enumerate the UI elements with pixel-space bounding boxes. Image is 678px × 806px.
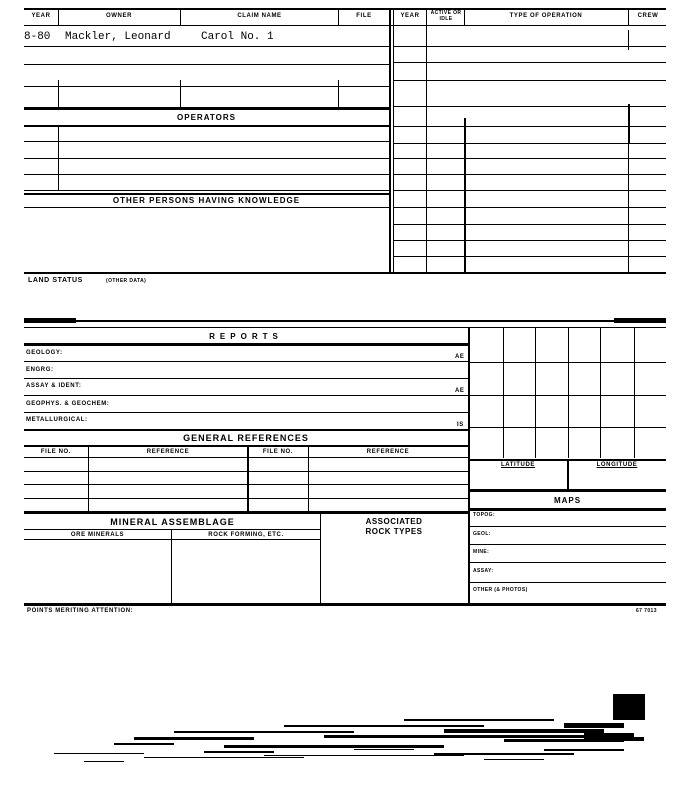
entry-claim: Carol No. 1 bbox=[201, 31, 274, 43]
report-label: METALLURGICAL: bbox=[26, 417, 88, 423]
latitude-label: LATITUDE bbox=[500, 462, 536, 468]
report-label: ASSAY & IDENT: bbox=[26, 383, 82, 389]
points-meriting-attention: POINTS MERITING ATTENTION: bbox=[27, 608, 134, 614]
header-claim-name: CLAIM NAME bbox=[237, 13, 282, 19]
maps-row-label: TOPOG: bbox=[473, 512, 496, 518]
report-mark: IS bbox=[457, 422, 464, 428]
header-year: YEAR bbox=[31, 13, 51, 19]
report-label: GEOLOGY: bbox=[26, 350, 63, 356]
ore-minerals-header: ORE MINERALS bbox=[70, 532, 125, 538]
report-label: ENGRG: bbox=[26, 367, 54, 373]
report-label: GEOPHYS. & GEOCHEM: bbox=[26, 401, 110, 407]
header-year-2: YEAR bbox=[400, 13, 420, 19]
header-crew: CREW bbox=[637, 13, 659, 19]
associated-rock-types-title: ASSOCIATED ROCK TYPES bbox=[365, 517, 423, 536]
rock-forming-header: ROCK FORMING, ETC. bbox=[208, 532, 284, 538]
maps-row-label: ASSAY: bbox=[473, 568, 494, 574]
other-persons-title: OTHER PERSONS HAVING KNOWLEDGE bbox=[112, 196, 301, 205]
general-references-title: GENERAL REFERENCES bbox=[183, 433, 309, 443]
gr-header-file-no: FILE NO. bbox=[262, 449, 294, 455]
longitude-label: LONGITUDE bbox=[596, 462, 638, 468]
gr-header-reference: REFERENCE bbox=[146, 449, 190, 455]
report-mark: AE bbox=[455, 388, 465, 394]
maps-row-label: MINE: bbox=[473, 549, 490, 555]
gr-header-file-no: FILE NO. bbox=[40, 449, 72, 455]
entry-year: 8-80 bbox=[24, 31, 51, 43]
header-owner: OWNER bbox=[106, 13, 132, 19]
mineral-assemblage-title: MINERAL ASSEMBLAGE bbox=[110, 517, 235, 527]
entry-owner: Mackler, Leonard bbox=[65, 31, 171, 43]
maps-title: MAPS bbox=[553, 496, 582, 505]
reports-title: REPORTS bbox=[209, 332, 283, 341]
report-mark: AE bbox=[455, 354, 465, 360]
header-file: FILE bbox=[356, 13, 372, 19]
operators-title: OPERATORS bbox=[177, 113, 236, 122]
maps-row-label: OTHER (& PHOTOS) bbox=[473, 587, 528, 593]
land-status-label: LAND STATUS bbox=[28, 277, 83, 284]
form-number: 67 7013 bbox=[636, 608, 657, 614]
header-active-or-idle: ACTIVE OR IDLE bbox=[430, 10, 462, 22]
maps-row-label: GEOL: bbox=[473, 531, 491, 537]
header-type-of-operation: TYPE OF OPERATION bbox=[509, 13, 583, 19]
land-status-sub: (OTHER DATA) bbox=[106, 278, 147, 284]
gr-header-reference: REFERENCE bbox=[366, 449, 410, 455]
